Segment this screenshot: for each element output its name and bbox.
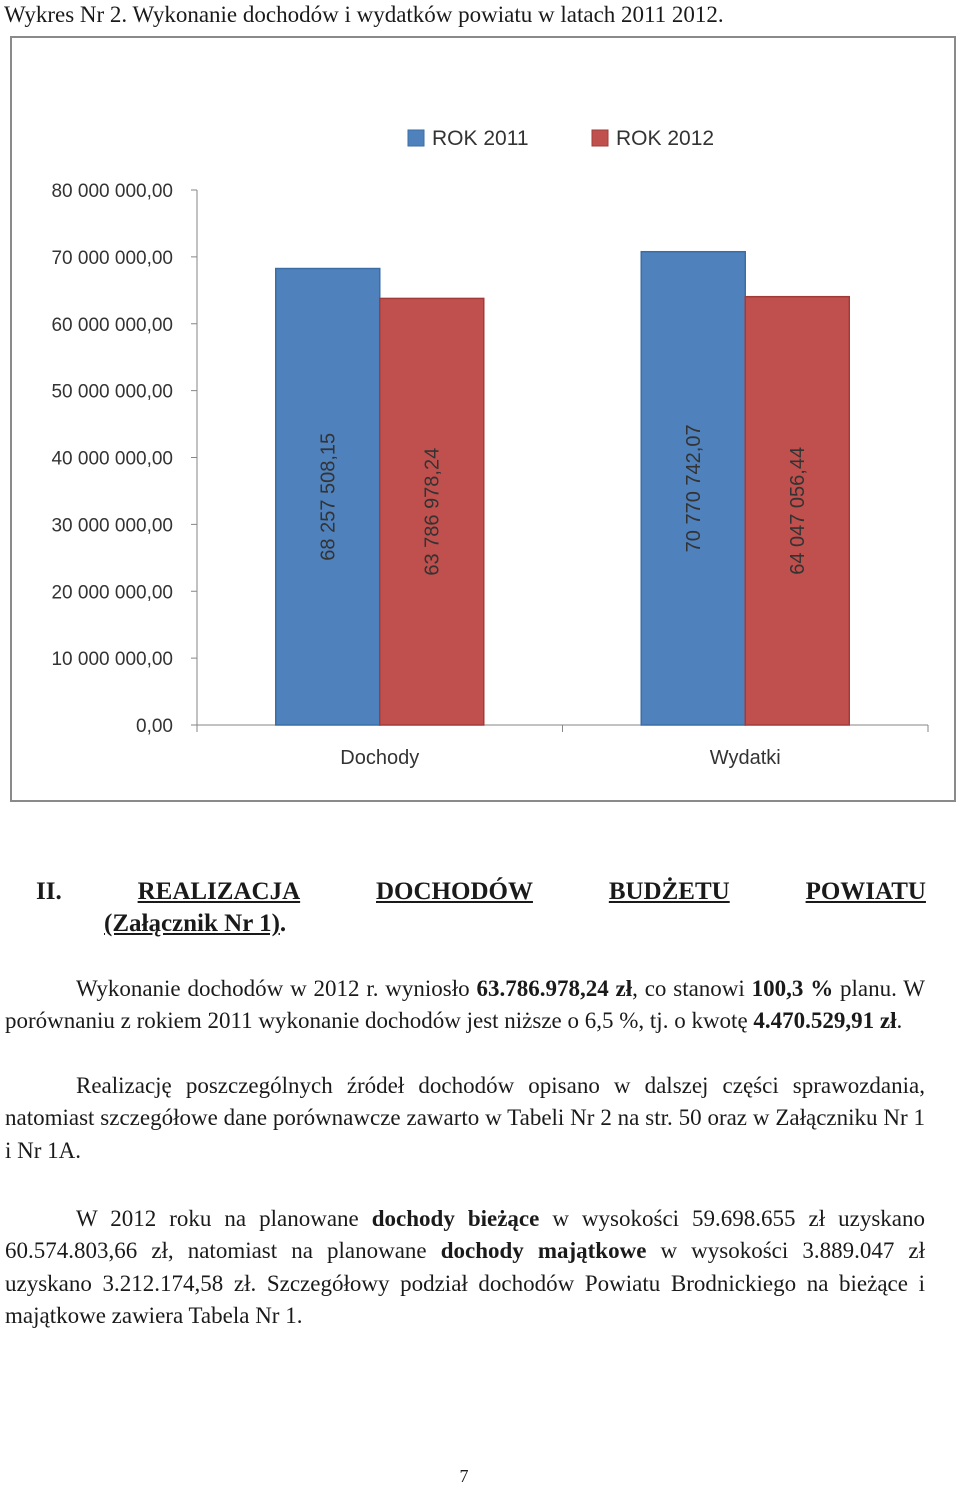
section-word-3: BUDŻETU xyxy=(608,878,730,905)
legend-label: ROK 2012 xyxy=(616,127,715,150)
section-number: II. xyxy=(36,878,62,905)
y-tick-label: 10 000 000,00 xyxy=(51,649,173,671)
y-tick-label: 40 000 000,00 xyxy=(51,448,173,470)
p3-capital-income: dochody majątkowe xyxy=(440,1238,647,1264)
p1-text-4: . xyxy=(896,1008,903,1034)
legend-swatch xyxy=(592,130,608,146)
y-tick-label: 80 000 000,00 xyxy=(51,181,173,202)
y-tick-label: 70 000 000,00 xyxy=(51,247,173,269)
paragraph-execution xyxy=(5,973,925,1038)
data-label: 70 770 742,07 xyxy=(683,424,706,553)
p1-amount: 63.786.978,24 zł xyxy=(476,976,633,1001)
p1-text-3: planu. W porównaniu z rokiem 2011 wykonanie dochodów jest niższe o 6,5 %, tj. o kwotę xyxy=(5,976,926,1034)
section-heading-line2 xyxy=(36,908,926,940)
x-category-label: Dochody xyxy=(340,747,420,769)
page-number: 7 xyxy=(459,1466,469,1486)
paragraph-sources xyxy=(5,1070,925,1167)
y-tick-label: 20 000 000,00 xyxy=(51,582,173,604)
figure-caption: Wykres Nr 2. Wykonanie dochodów i wydatków powiatu w latach 2011 2012. xyxy=(4,2,724,27)
section-annex-ref: (Załącznik Nr 1) xyxy=(104,910,280,937)
data-label: 63 786 978,24 xyxy=(421,447,444,576)
data-label: 68 257 508,15 xyxy=(317,432,340,561)
p2-text: Realizację poszczególnych źródeł dochodów opisano w dalszej części sprawozdania, natomiast szczegółowe dane porównawcze zawarto w Tabeli Nr 2 na str. 50 oraz w Załączniku Nr 1 i Nr 1A. xyxy=(5,1073,925,1163)
data-label: 64 047 056,44 xyxy=(787,446,810,575)
section-word-1: REALIZACJA xyxy=(137,878,301,905)
chart-svg xyxy=(12,38,954,800)
section-word-4: POWIATU xyxy=(805,878,926,905)
p3-text-2: w wysokości 59.698.655 zł uzyskano 60.574.803,66 zł, natomiast na planowane xyxy=(5,1206,925,1264)
y-tick-label: 60 000 000,00 xyxy=(51,314,173,336)
y-tick-label: 30 000 000,00 xyxy=(51,515,173,537)
y-tick-label: 0,00 xyxy=(136,716,173,737)
section-heading-line1 xyxy=(36,876,926,908)
p3-text-3: w wysokości 3.889.047 zł uzyskano 3.212.174,58 zł. Szczegółowy podział dochodów Powiatu Brodnickiego na bieżące i majątkowe zawiera Tabela Nr 1. xyxy=(5,1238,925,1328)
legend-swatch xyxy=(408,130,424,146)
p1-difference: 4.470.529,91 zł xyxy=(753,1008,897,1034)
bar-chart xyxy=(10,36,956,802)
y-tick-label: 50 000 000,00 xyxy=(51,381,173,403)
x-category-label: Wydatki xyxy=(709,747,781,769)
p3-text-1: W 2012 roku na planowane xyxy=(76,1206,372,1231)
section-heading-period: . xyxy=(279,910,287,937)
p1-percent: 100,3 % xyxy=(751,976,834,1001)
p1-text-1: Wykonanie dochodów w 2012 r. wyniosło xyxy=(76,976,477,1001)
paragraph-current-capital xyxy=(5,1203,925,1332)
section-word-2: DOCHODÓW xyxy=(376,878,533,905)
p1-text-2: , co stanowi xyxy=(632,976,752,1001)
section-heading xyxy=(36,876,926,940)
p3-current-income: dochody bieżące xyxy=(371,1206,540,1231)
legend-label: ROK 2011 xyxy=(432,127,529,150)
